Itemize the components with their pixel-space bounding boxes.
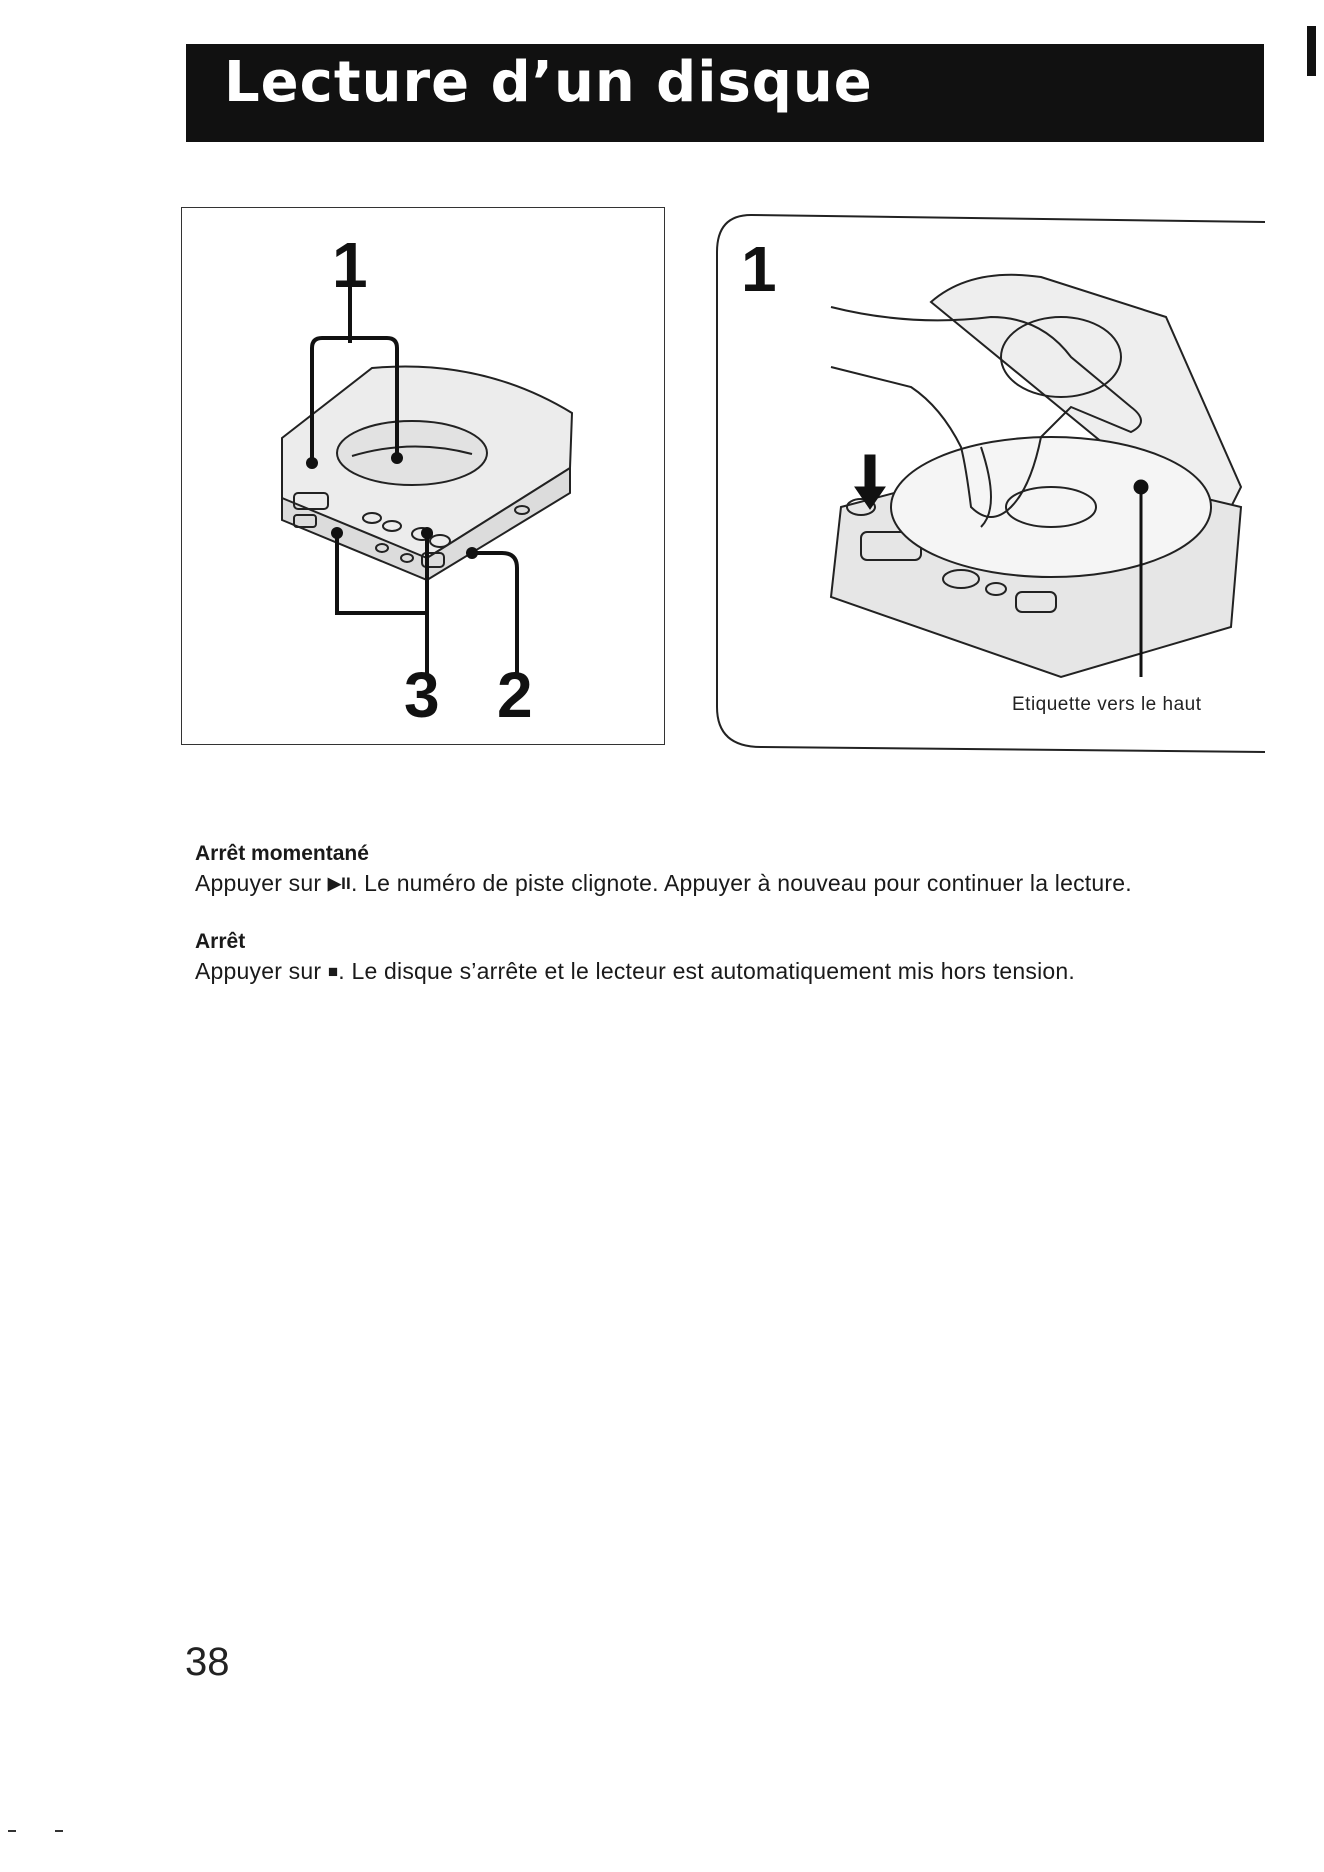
section-heading: Arrêt momentané — [195, 842, 369, 865]
stop-icon: ■ — [327, 962, 339, 981]
callout-2: 2 — [497, 659, 533, 731]
section-text — [195, 870, 1275, 897]
figure-disc-insertion — [711, 207, 1265, 755]
play-pause-icon: ▶II — [327, 874, 351, 893]
text-after: . Le numéro de piste clignote. Appuyer à nouveau pour continuer la lecture. — [350, 870, 1132, 896]
text-before: Appuyer sur — [195, 958, 322, 984]
edge-tab-marker — [1307, 26, 1316, 76]
section-pause — [195, 842, 1275, 897]
page-number: 38 — [185, 1640, 230, 1684]
section-stop — [195, 930, 1275, 985]
title-band — [186, 44, 1264, 142]
callout-1: 1 — [741, 233, 777, 305]
text-before: Appuyer sur — [195, 870, 322, 896]
section-heading: Arrêt — [195, 930, 246, 953]
scan-mark — [55, 1830, 63, 1832]
callout-1: 1 — [332, 229, 368, 301]
scan-mark — [8, 1830, 16, 1832]
callout-3: 3 — [404, 659, 440, 731]
section-text — [195, 958, 1275, 985]
figure-player-controls — [181, 207, 665, 745]
page-title: Lecture d’un disque — [224, 50, 873, 115]
text-after: . Le disque s’arrête et le lecteur est automatiquement mis hors tension. — [338, 958, 1076, 984]
caption-label-up: Etiquette vers le haut — [1012, 694, 1202, 715]
disc-insertion-illustration — [711, 207, 1265, 755]
